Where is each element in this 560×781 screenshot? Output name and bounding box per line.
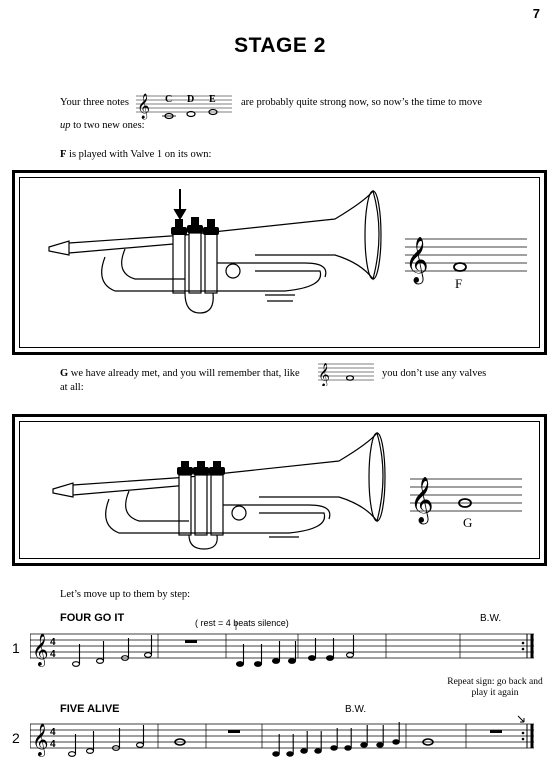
tune-1-credit: B.W.	[480, 613, 502, 624]
f-text: is played with Valve 1 on its own:	[69, 149, 212, 160]
f-bold: F	[60, 149, 67, 160]
g-inline-staff	[318, 360, 374, 386]
g-text1: we have already met, and you will remember that, like	[70, 368, 300, 379]
intro-line2-rest: to two new ones:	[73, 120, 145, 131]
intro-line2	[60, 119, 145, 133]
note-label-d: D	[187, 94, 195, 105]
repeat-sign-note: Repeat sign: go back and play it again	[447, 677, 543, 698]
time-sig-bottom: 4	[50, 739, 56, 750]
whole-rest	[185, 640, 197, 643]
page-title: STAGE 2	[234, 34, 326, 57]
intro-before: Your three notes	[60, 97, 129, 108]
treble-clef-icon: 𝄞	[318, 362, 330, 386]
treble-clef-icon: 𝄞	[32, 723, 49, 756]
tune-2-title: FIVE ALIVE	[60, 703, 120, 715]
tune-2-credit: B.W.	[345, 704, 367, 715]
treble-clef-icon: 𝄞	[32, 633, 49, 666]
note-label-e: E	[209, 94, 216, 105]
g-bold: G	[60, 368, 69, 379]
trumpet-g-illustration	[39, 427, 399, 555]
time-sig-top: 4	[50, 727, 56, 738]
intro-italic-up: up	[60, 120, 71, 131]
treble-clef-icon: 𝄞	[410, 477, 434, 523]
g-note-label: G	[463, 515, 473, 530]
g-line2: at all:	[60, 382, 84, 393]
tune-2-number: 2	[12, 730, 20, 746]
tune-1-staff	[30, 622, 540, 672]
f-note-staff	[405, 231, 527, 291]
treble-clef-icon: 𝄞	[405, 237, 429, 283]
tune-1-number: 1	[12, 640, 20, 656]
tune-1-annotation: ( rest = 4 beats silence)	[195, 618, 289, 628]
g-caption-part1	[60, 367, 300, 381]
tune-1-title: FOUR GO IT	[60, 612, 125, 624]
f-caption	[60, 148, 211, 162]
page-number: 7	[532, 6, 540, 21]
g-text2: you don’t use any valves	[382, 368, 487, 379]
intro-after: are probably quite strong now, so now’s the time to move	[241, 97, 483, 108]
tune-2-staff	[30, 712, 540, 764]
time-sig-top: 4	[50, 637, 56, 648]
f-note-label: F	[455, 276, 463, 291]
treble-clef-icon: 𝄞	[137, 94, 151, 119]
time-sig-bottom: 4	[50, 649, 56, 660]
intro-notes-staff	[136, 88, 232, 120]
g-trumpet-frame	[12, 414, 547, 566]
note-label-c: C	[165, 94, 173, 105]
step-text: Let’s move up to them by step:	[60, 589, 191, 600]
trumpet-f-illustration	[35, 183, 395, 333]
f-trumpet-frame	[12, 170, 547, 355]
